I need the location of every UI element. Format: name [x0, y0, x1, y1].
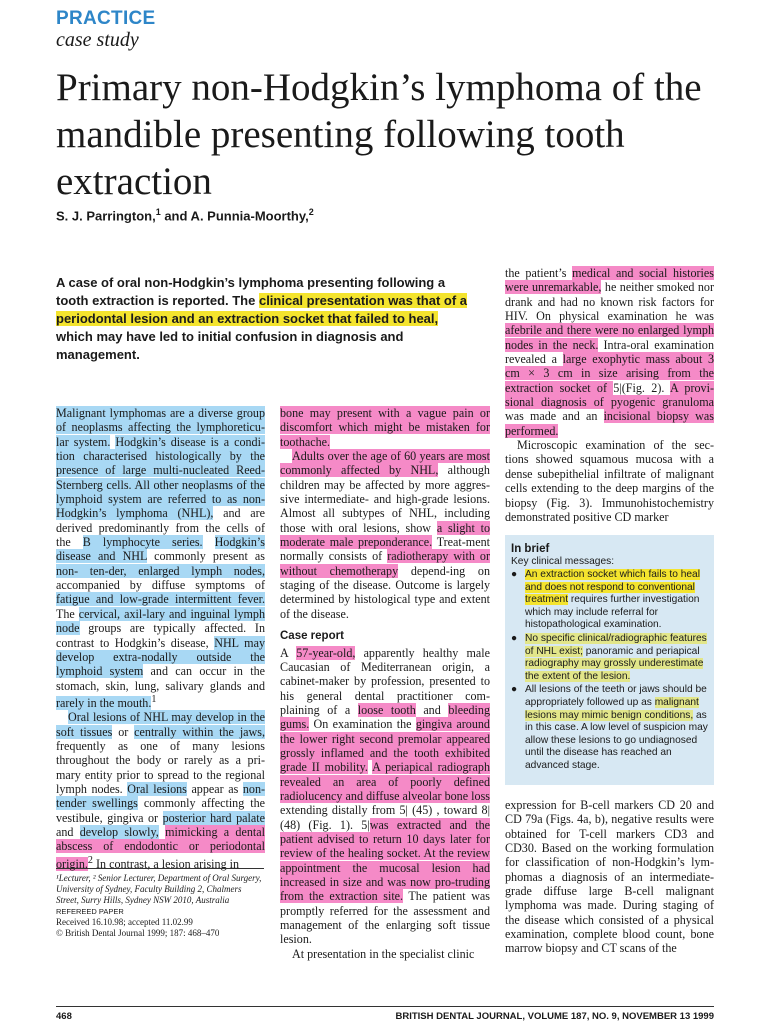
- column-1: [56, 406, 265, 871]
- paragraph: [505, 798, 714, 956]
- text: and can occur in the stomach, skin, lung, salivary glands and: [56, 664, 265, 693]
- text: although children may be affected by more aggres-sive intermediate- and high-grade lesions. Almost all subtypes of NHL, including those with oral lesions, show: [280, 463, 490, 535]
- text: was made and an: [505, 409, 604, 424]
- section-heading: Case report: [280, 630, 344, 643]
- paragraph: [505, 438, 714, 524]
- text: In contrast, a lesion arising in: [92, 856, 240, 871]
- paragraph: [280, 947, 490, 961]
- column-2: [280, 406, 490, 961]
- hl-text: a slight to moderate male preponderance.: [280, 520, 490, 550]
- article-title: Primary non-Hodgkin’s lymphoma of the mandible presenting following tooth extraction: [56, 66, 702, 203]
- hl-text: posterior hard palate: [162, 810, 265, 825]
- hl-text: non-tender swellings: [56, 781, 266, 811]
- abstract-highlight: clinical presentation was that of a periodontal lesion and an extraction socket that failed to heal,: [56, 293, 468, 326]
- paragraph: [280, 449, 490, 621]
- text: At presentation in the specialist clinic: [292, 946, 475, 961]
- hl-text: Adults over the age of 60 years are most commonly affected by NHL,: [280, 449, 490, 478]
- author-1-affil: 1: [155, 207, 161, 217]
- ref-mark: 1: [151, 693, 157, 705]
- hl-text: fatigue and low-grade intermittent fever.: [56, 592, 265, 607]
- tooth-notation: 8|: [481, 803, 490, 818]
- text: accompanied by diffuse symptoms of: [56, 578, 265, 593]
- text: and: [415, 702, 449, 717]
- hl-text: Oral lesions: [127, 781, 187, 796]
- subsection-label: case study: [56, 29, 139, 51]
- paragraph: [505, 266, 714, 438]
- text: requires further investigation which may include referral for histopathological examination.: [525, 594, 700, 631]
- text: he neither smoked nor drank and had no known risk factors for HIV. On physical examination he was: [505, 280, 714, 324]
- text: Treat-ment normally consists of: [280, 535, 490, 564]
- in-brief-title: In brief: [511, 543, 550, 555]
- tooth-notation: 5|: [613, 380, 622, 395]
- text: frequently as one of many lesions throughout the body or rarely as a pri-mary entity prior to spread to the regional lymph nodes.: [56, 738, 265, 796]
- text: (48) (Fig. 1).: [280, 817, 362, 832]
- tooth-notation: 5|: [399, 803, 408, 818]
- text: and are derived predominantly from the cells of the: [56, 506, 265, 550]
- hl-text: large exophytic mass about 3 cm × 3 cm in size arising from the extraction socket of: [505, 352, 714, 395]
- hl-text: medical and social histories were unremarkable,: [505, 266, 714, 295]
- text: and: [56, 825, 80, 839]
- hl-text: radiotherapy with or without chemotherapy: [280, 549, 490, 578]
- text: panoramic and periapical: [582, 645, 700, 657]
- text: commonly present as: [146, 549, 265, 564]
- text: The: [56, 606, 79, 621]
- text: extending distally from: [280, 803, 400, 818]
- abstract-text-2: which may have led to initial confusion in diagnosis and management.: [56, 329, 404, 362]
- hl-text: soft tissues: [56, 724, 113, 739]
- hl-text: rarely in the mouth.: [56, 695, 152, 710]
- paragraph: [280, 406, 490, 449]
- hl-text: develop slowly,: [79, 825, 159, 839]
- text: or: [112, 724, 135, 739]
- hl-text: A provi-sional diagnosis of pyogenic granuloma: [505, 380, 714, 410]
- in-brief-list: [505, 569, 714, 773]
- author-2: and A. Punnia-Moorthy,: [160, 208, 309, 224]
- affiliation-note: ¹Lecturer, ² Senior Lecturer, Department of Oral Surgery, University of Sydney, Faculty Building 2, Chalmers Street, Surry Hills, Sydney NSW 2010, Australia: [56, 873, 262, 905]
- list-item: [511, 569, 710, 632]
- text: (Fig. 2).: [621, 380, 671, 395]
- refereed-label: REFEREED PAPER: [56, 907, 124, 916]
- column-3: [505, 266, 714, 524]
- text: groups are typically affected. In contrast to Hodgkin’s disease,: [56, 621, 265, 650]
- hl-text: An extraction socket which fails to heal and does not respond to conventional treatment: [525, 569, 700, 606]
- text: [203, 535, 215, 549]
- text: appear as: [186, 781, 243, 796]
- received-dates: Received 16.10.98; accepted 11.02.99: [56, 917, 193, 927]
- abstract-text-1: A case of oral non-Hodgkin’s lymphoma presenting following a tooth extraction is reported. The: [56, 275, 446, 308]
- hl-text: non- ten-der, enlarged lymph nodes,: [56, 563, 265, 578]
- bullet-icon: ●: [511, 632, 518, 644]
- hl-text: bone may present with a vague pain or discomfort which might be mistaken for toothache.: [280, 406, 490, 449]
- text: as in this case. A low level of suspicion may allow these lesions to go undiagnosed until the disease has reached an advanced stage.: [525, 709, 708, 771]
- tooth-notation: 5|: [361, 817, 370, 832]
- hl-text: bleeding gums.: [280, 702, 490, 732]
- journal-citation: BRITISH DENTAL JOURNAL, VOLUME 187, NO. 9, NOVEMBER 13 1999: [395, 1011, 714, 1022]
- text: depend-ing on staging of the disease. Outcome is largely determined by histological type and extent of the disease.: [280, 563, 490, 621]
- hl-text: cervical, axil-lary and inguinal lymph node: [56, 606, 265, 636]
- text: expression for B-cell markers CD 20 and CD 79a (Figs. 4a, b), negative results were obtained for T-cell markers CD3 and CD30. Based on the working formulation for classification of non-Hodgkin’s lym-phomas a diagnosis of an intermediate-grade diffuse large B-cell malignant lymphoma was made. During staging of the disease which consisted of a physical examination, complete blood count, bone marrow biopsy and CT scans of the: [505, 798, 714, 956]
- hl-text: B lymphocyte series.: [82, 535, 203, 550]
- abstract: [56, 274, 476, 364]
- hl-text: NHL may develop extra-nodally outside the lymphoid system: [56, 635, 265, 679]
- section-label: PRACTICE: [56, 8, 156, 29]
- paragraph: [56, 406, 265, 710]
- hl-text: Hodgkin’s disease is a condi-tion characterised histologically by the presence of large multi-nucleated Reed-Sternberg cells. All other neoplasms of the lymphoid system are referred to as non-Hodgkin’s lymphoma (NHL),: [56, 434, 265, 521]
- bullet-icon: ●: [511, 569, 518, 580]
- in-brief-box: [505, 535, 714, 785]
- text: Microscopic examination of the sec-tions showed squamous mucosa with a dense subepithelial infiltrate of malignant cells extending to the deep margins of the biopsy (Fig. 3). Immunohistochemistry demonstrated positive CD marker: [505, 438, 714, 524]
- hl-text: gingiva around the lower right second premolar appeared grossly inflamed and the tooth exhibited grade II mobility.: [280, 717, 490, 775]
- text: The patient was promptly referred for the assessment and management of the enlarging soft tissue lesion.: [280, 889, 490, 947]
- hl-text: mimicking a dental abscess of endodontic or periodontal origin.: [56, 825, 265, 871]
- hl-text: A periapical radiograph revealed an area of poorly defined radiolucency and diffuse alveolar bone loss: [280, 760, 491, 803]
- hl-text: 57-year-old,: [296, 645, 356, 660]
- hl-text: centrally within the jaws,: [134, 724, 266, 739]
- author-2-affil: 2: [308, 207, 314, 217]
- author-1: S. J. Parrington,: [56, 208, 156, 224]
- hl-text: malignant lesions may mimic benign conditions,: [525, 696, 699, 721]
- hl-text: was extracted and the patient advised to return 10 days later for review of the healing socket. At the review appointment the mucosal lesion had increased in size and was now pro-truding from the extraction site.: [280, 817, 490, 904]
- hl-text: radiography may grossly underestimate the extent of the lesion.: [525, 658, 704, 682]
- ref-mark: 2: [87, 854, 93, 866]
- hl-text: incisional biopsy was performed.: [505, 409, 714, 438]
- page-number: 468: [56, 1011, 72, 1022]
- paragraph: [280, 646, 490, 947]
- list-item: [511, 684, 710, 772]
- hl-text: afebrile and there were no enlarged lymph nodes in the neck.: [505, 323, 714, 352]
- bullet-icon: ●: [511, 684, 518, 696]
- in-brief-subtitle: Key clinical messages:: [511, 556, 615, 567]
- paragraph: [56, 710, 265, 871]
- footer-rule: [56, 1006, 714, 1007]
- text: All lesions of the teeth or jaws should be appropriately followed up as: [525, 684, 707, 708]
- text: apparently healthy male Caucasian of Mediterranean origin, a cabinet-maker by profession, presented to his general dental practitioner com-plaining of a: [280, 645, 490, 717]
- hl-text: loose tooth: [357, 702, 416, 717]
- authors: [56, 207, 314, 223]
- text: the patient’s: [505, 266, 573, 280]
- hl-text: Oral lesions of NHL may develop in the: [68, 710, 265, 725]
- column-3-continued: [505, 798, 714, 956]
- hl-text: Hodgkin’s disease and NHL: [56, 535, 265, 564]
- footnote: [56, 868, 264, 939]
- text: Intra-oral examination revealed a: [505, 337, 714, 367]
- text: commonly affecting the vestibule, gingiva or: [56, 796, 266, 825]
- copyright: © British Dental Journal 1999; 187: 468–470: [56, 928, 220, 938]
- text: (45) , toward: [407, 803, 482, 818]
- hl-text: No specific clinical/radiographic features of NHL exist;: [525, 632, 707, 657]
- text: A: [280, 645, 297, 660]
- list-item: [511, 633, 710, 683]
- text: On examination the: [309, 717, 416, 732]
- hl-text: Malignant lymphomas are a diverse group of neoplasms affecting the lymphoreticu-lar system.: [56, 406, 265, 449]
